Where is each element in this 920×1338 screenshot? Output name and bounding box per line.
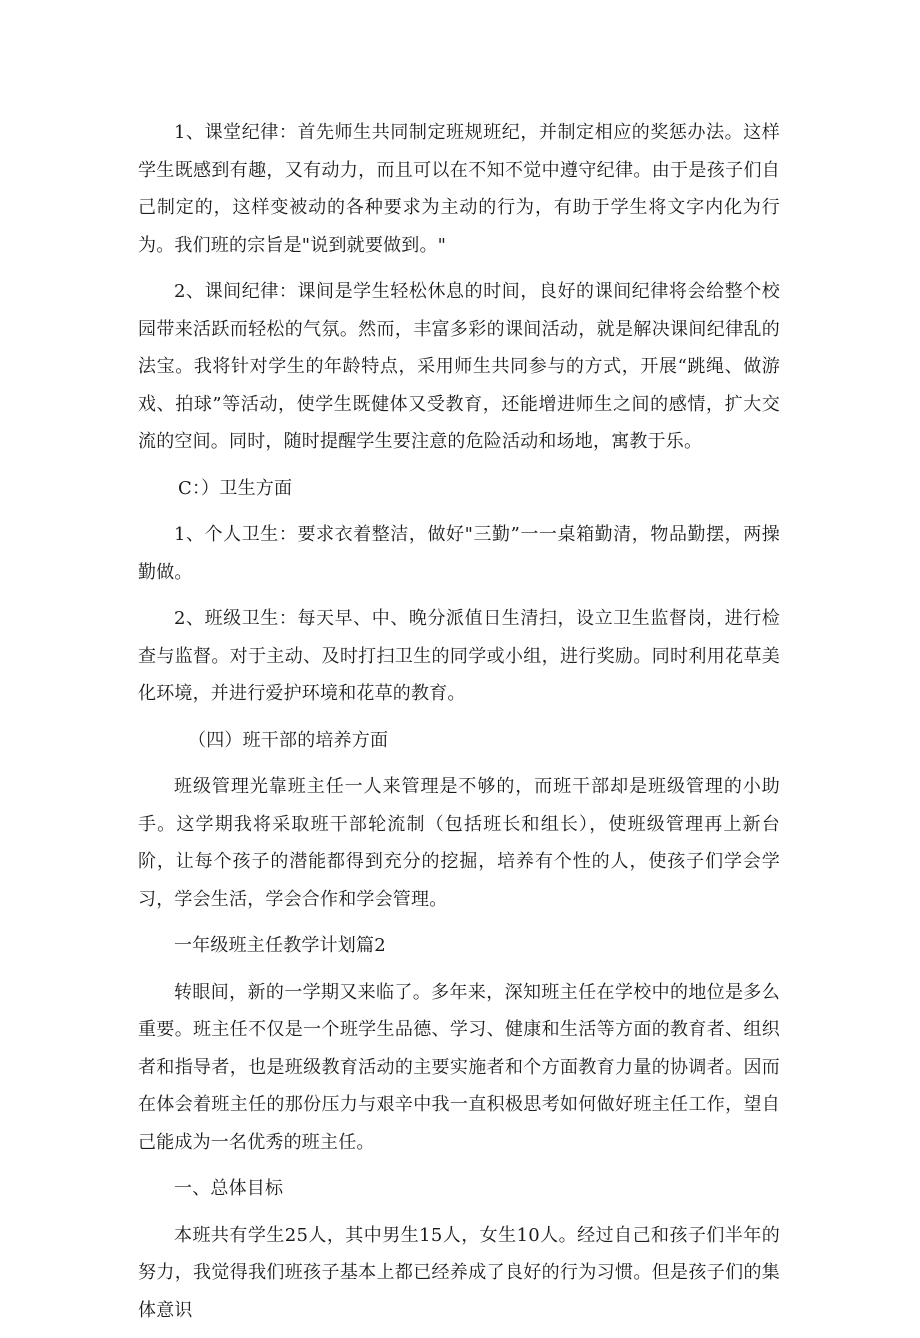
- paragraph-class-cadre: 班级管理光靠班主任一人来管理是不够的，而班干部却是班级管理的小助手。这学期我将采取班干部轮流制（包括班长和组长），使班级管理再上新台阶，让每个孩子的潜能都得到充分的挖掘，培养有个性的人，使孩子们学会学习，学会生活，学会合作和学会管理。: [138, 776, 780, 910]
- document-body: [138, 114, 780, 1338]
- paragraph-class-hygiene: 2、班级卫生：每天早、中、晚分派值日生清扫，设立卫生监督岗，进行检查与监督。对于主动、及时打扫卫生的同学或小组，进行奖励。同时利用花草美化环境，并进行爱护环境和花草的教育。: [138, 608, 780, 704]
- heading-plan-part-2: 一年级班主任教学计划篇2: [174, 935, 386, 956]
- paragraph-break-discipline: 2、课间纪律：课间是学生轻松休息的时间，良好的课间纪律将会给整个校园带来活跃而轻松的气氛。然而，丰富多彩的课间活动，就是解决课间纪律乱的法宝。我将针对学生的年龄特点，采用师生共同参与的方式，开展“跳绳、做游戏、拍球”等活动，使学生既健体又受教育，还能增进师生之间的感情，扩大交流的空间。同时，随时提醒学生要注意的危险活动和场地，寓教于乐。: [138, 281, 780, 452]
- paragraph-personal-hygiene: 1、个人卫生：要求衣着整洁，做好"三勤”一一桌箱勤清，物品勤摆，两操勤做。: [138, 524, 780, 583]
- paragraph-class-overview: 本班共有学生25人，其中男生15人，女生10人。经过自己和孩子们半年的努力，我觉得我们班孩子基本上都已经养成了良好的行为习惯。但是孩子们的集体意识: [138, 1224, 780, 1321]
- heading-class-cadre: （四）班干部的培养方面: [188, 729, 389, 751]
- heading-hygiene: C：）卫生方面: [178, 477, 293, 499]
- heading-overall-goal: 一、总体目标: [174, 1178, 284, 1199]
- paragraph-classroom-discipline: 1、课堂纪律：首先师生共同制定班规班纪，并制定相应的奖惩办法。这样学生既感到有趣，又有动力，而且可以在不知不觉中遵守纪律。由于是孩子们自己制定的，这样变被动的各种要求为主动的行为，有助于学生将文字内化为行为。我们班的宗旨是"说到就要做到。": [138, 122, 780, 256]
- paragraph-new-semester: 转眼间，新的一学期又来临了。多年来，深知班主任在学校中的地位是多么重要。班主任不仅是一个班学生品德、学习、健康和生活等方面的教育者、组织者和指导者，也是班级教育活动的主要实施者和个方面教育力量的协调者。因而在体会着班主任的那份压力与艰辛中我一直积极思考如何做好班主任工作，望自己能成为一名优秀的班主任。: [138, 981, 780, 1153]
